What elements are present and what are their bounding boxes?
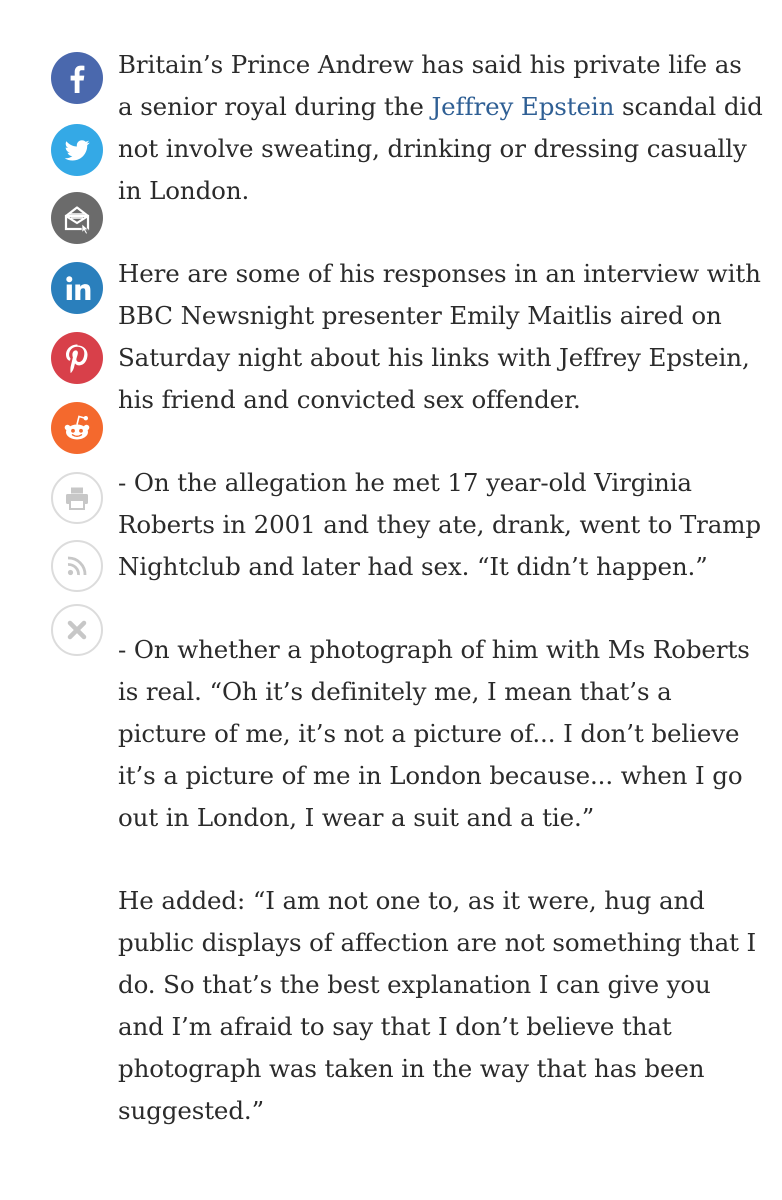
facebook-share-button[interactable] — [51, 52, 103, 104]
email-share-button[interactable] — [51, 192, 103, 244]
reddit-alien-icon — [51, 402, 103, 454]
rss-icon — [53, 542, 101, 590]
facebook-icon — [51, 52, 103, 104]
article-paragraph-4: - On whether a photograph of him with Ms Roberts is real. “Oh it’s definitely me, I mean that’s a picture of me, it’s not a picture of... I don’t believe it’s a picture of me in London because... when I go out in London, I wear a suit and a tie.” — [118, 635, 750, 832]
linkedin-icon — [51, 262, 103, 314]
article-paragraph-5: He added: “I am not one to, as it were, hug and public displays of affection are not something that I do. So that’s the best explanation I can give you and I’m afraid to say that I don’t believe that photograph was taken in the way that has been suggested.” — [118, 886, 757, 1125]
printer-icon — [53, 474, 101, 522]
envelope-icon — [51, 192, 103, 244]
twitter-bird-icon — [51, 124, 103, 176]
linkedin-share-button[interactable] — [51, 262, 103, 314]
paragraph-text: Britain’s Prince Andrew has said his private life as a senior royal during the — [118, 50, 742, 121]
jeffrey-epstein-link[interactable]: Jeffrey Epstein — [431, 92, 615, 121]
article-paragraph-1 — [118, 44, 763, 212]
pinterest-icon — [51, 332, 103, 384]
article-body — [118, 44, 763, 1173]
pinterest-share-button[interactable] — [51, 332, 103, 384]
twitter-share-button[interactable] — [51, 124, 103, 176]
rss-button[interactable] — [51, 540, 103, 592]
print-button[interactable] — [51, 472, 103, 524]
close-share-button[interactable] — [51, 604, 103, 656]
article-paragraph-3: - On the allegation he met 17 year-old Virginia Roberts in 2001 and they ate, drank, went to Tramp Nightclub and later had sex. “It didn’t happen.” — [118, 468, 762, 581]
close-icon — [53, 606, 101, 654]
paragraph-text: scandal did not involve sweating, drinking or dressing casually in London. — [118, 92, 763, 205]
article-paragraph-2: Here are some of his responses in an interview with BBC Newsnight presenter Emily Maitlis aired on Saturday night about his links with Jeffrey Epstein, his friend and convicted sex offender. — [118, 259, 761, 414]
reddit-share-button[interactable] — [51, 402, 103, 454]
